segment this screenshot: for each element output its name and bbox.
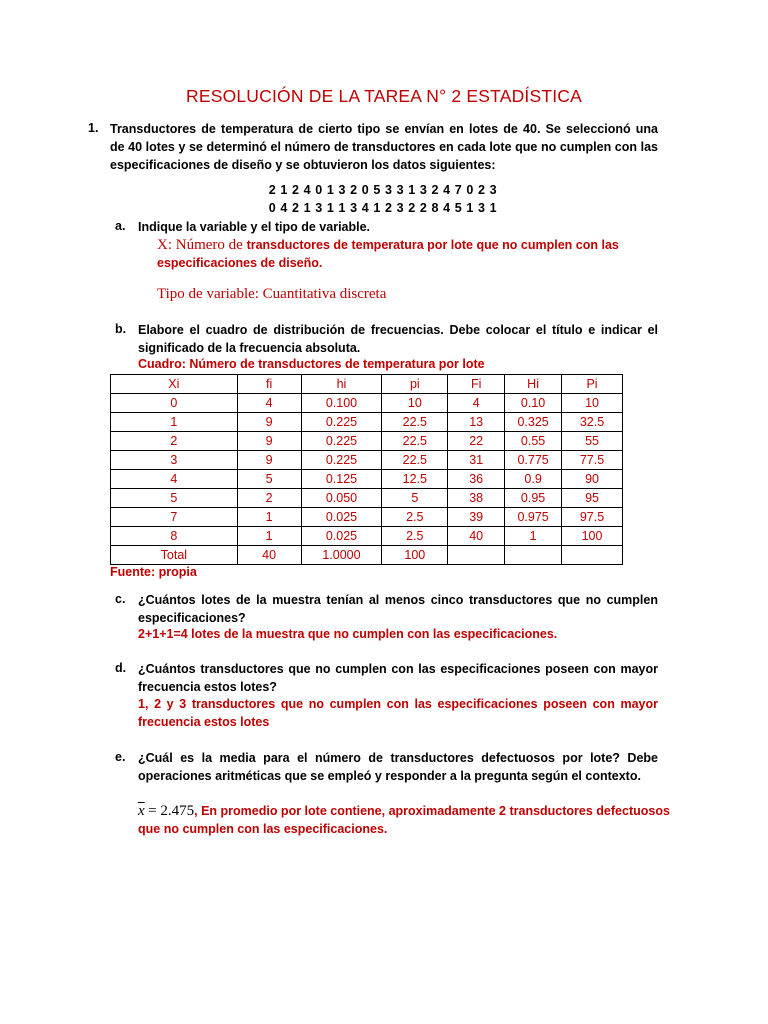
table-cell: 40: [448, 527, 505, 546]
answer-line: frecuencia estos lotes: [138, 715, 270, 729]
part-e-question: [138, 749, 658, 785]
question-line: significado de la frecuencia absoluta.: [138, 341, 361, 355]
header-hi: hi: [301, 375, 382, 394]
part-b-question: [138, 321, 658, 357]
table-cell: 1: [111, 413, 238, 432]
table-cell: 9: [237, 432, 301, 451]
header-pi: pi: [382, 375, 448, 394]
table-cell: 77.5: [562, 451, 623, 470]
table-cell: 0.100: [301, 394, 382, 413]
table-cell: 2.5: [382, 527, 448, 546]
table-total-row: [111, 546, 623, 565]
table-cell: 1: [237, 508, 301, 527]
table-cell: 0.10: [505, 394, 562, 413]
question-1-statement: [110, 120, 658, 174]
table-cell: 0: [111, 394, 238, 413]
answer-text: , En promedio por lote contiene, aproximadamente 2 transductores defectuosos: [194, 804, 670, 818]
table-cell: 8: [111, 527, 238, 546]
part-d-letter: d.: [115, 661, 127, 675]
table-cell: 4: [448, 394, 505, 413]
page-title: RESOLUCIÓN DE LA TAREA N° 2 ESTADÍSTICA: [185, 86, 582, 106]
table-cell: 0.125: [301, 470, 382, 489]
table-cell: 97.5: [562, 508, 623, 527]
table-cell: 3: [111, 451, 238, 470]
table-cell: 0.55: [505, 432, 562, 451]
table-cell: 55: [562, 432, 623, 451]
table-cell: 1: [505, 527, 562, 546]
part-c-question: [138, 591, 658, 627]
part-b-letter: b.: [115, 322, 127, 336]
table-cell: 10: [382, 394, 448, 413]
table-cell: 10: [562, 394, 623, 413]
answer-text: transductores de temperatura por lote que no cumplen con las: [246, 238, 619, 252]
table-header-row: [111, 375, 623, 394]
table-cell: 2.5: [382, 508, 448, 527]
question-line: frecuencia estos lotes?: [138, 680, 277, 694]
table-row: [111, 432, 623, 451]
table-cell: 5: [111, 489, 238, 508]
part-a-question: Indique la variable y el tipo de variable.: [138, 220, 371, 234]
table-cell: 38: [448, 489, 505, 508]
question-number: 1.: [88, 121, 99, 135]
header-Pi: Pi: [562, 375, 623, 394]
question-line: especificaciones?: [138, 611, 246, 625]
mean-symbol: $\overline{x}$: [138, 803, 145, 819]
table-cell: 22: [448, 432, 505, 451]
table-cell: 90: [562, 470, 623, 489]
table-cell: 22.5: [382, 451, 448, 470]
table-cell: 22.5: [382, 432, 448, 451]
table-cell: 22.5: [382, 413, 448, 432]
table-cell: 100: [562, 527, 623, 546]
table-cell: 4: [237, 394, 301, 413]
table-cell: 0.225: [301, 413, 382, 432]
table-cell: 0.050: [301, 489, 382, 508]
table-cell: 0.975: [505, 508, 562, 527]
variable-type-answer: Tipo de variable: Cuantitativa discreta: [157, 286, 387, 302]
mean-value: = 2.475: [148, 803, 195, 819]
table-cell: 0.325: [505, 413, 562, 432]
part-c-answer: 2+1+1=4 lotes de la muestra que no cumplen con las especificaciones.: [138, 627, 558, 641]
table-cell: 100: [382, 546, 448, 565]
part-e-answer-line2: que no cumplen con las especificaciones.: [138, 822, 388, 836]
header-fi: fi: [237, 375, 301, 394]
table-cell: [562, 546, 623, 565]
header-Fi: Fi: [448, 375, 505, 394]
part-a-answer-line2: especificaciones de diseño.: [157, 256, 323, 270]
table-cell: 0.025: [301, 508, 382, 527]
table-cell: 1.0000: [301, 546, 382, 565]
table-cell: 5: [382, 489, 448, 508]
part-a-answer: [157, 236, 657, 254]
table-cell: 0.95: [505, 489, 562, 508]
table-row: [111, 470, 623, 489]
table-cell: 0.775: [505, 451, 562, 470]
table-cell: 5: [237, 470, 301, 489]
table-cell: [505, 546, 562, 565]
table-row: [111, 508, 623, 527]
statement-line: especificaciones de diseño y se obtuvieron los datos siguientes:: [110, 158, 496, 172]
table-row: [111, 489, 623, 508]
data-line: 2 1 2 4 0 1 3 2 0 5 3 3 1 3 2 4 7 0 2 3: [268, 183, 498, 197]
table-cell: 2: [237, 489, 301, 508]
table-cell: 2: [111, 432, 238, 451]
table-row: [111, 413, 623, 432]
header-xi: Xi: [111, 375, 238, 394]
part-e-letter: e.: [115, 750, 126, 764]
table-cell: 0.225: [301, 451, 382, 470]
table-cell: 31: [448, 451, 505, 470]
part-e-answer: [138, 802, 670, 820]
part-a-letter: a.: [115, 219, 126, 233]
table-cell: 13: [448, 413, 505, 432]
table-row: [111, 527, 623, 546]
table-source: Fuente: propia: [110, 565, 197, 579]
table-cell: 32.5: [562, 413, 623, 432]
table-caption: Cuadro: Número de transductores de temperatura por lote: [138, 357, 485, 371]
data-line: 0 4 2 1 3 1 1 3 4 1 2 3 2 2 8 4 5 1 3 1: [268, 201, 498, 215]
table-cell: 0.9: [505, 470, 562, 489]
question-line: operaciones aritméticas que se empleó y responder a la pregunta según el contexto.: [138, 769, 641, 783]
table-row: [111, 451, 623, 470]
question-line: ¿Cuál es la media para el número de transductores defectuosos por lote? Debe: [138, 751, 658, 765]
question-line: Elabore el cuadro de distribución de frecuencias. Debe colocar el título e indicar el: [138, 323, 658, 337]
header-Hi: Hi: [505, 375, 562, 394]
table-row: [111, 394, 623, 413]
table-cell: 36: [448, 470, 505, 489]
table-cell: Total: [111, 546, 238, 565]
question-line: ¿Cuántos lotes de la muestra tenían al menos cinco transductores que no cumplen: [138, 593, 658, 607]
part-d-answer: [138, 695, 658, 731]
part-d-question: [138, 660, 658, 696]
table-cell: 1: [237, 527, 301, 546]
frequency-table: [110, 374, 623, 565]
table-cell: 0.225: [301, 432, 382, 451]
table-cell: 12.5: [382, 470, 448, 489]
table-cell: 0.025: [301, 527, 382, 546]
table-cell: 9: [237, 451, 301, 470]
question-line: ¿Cuántos transductores que no cumplen con las especificaciones poseen con mayor: [138, 662, 658, 676]
table-cell: 9: [237, 413, 301, 432]
table-cell: 7: [111, 508, 238, 527]
table-cell: 39: [448, 508, 505, 527]
answer-line: 1, 2 y 3 transductores que no cumplen con las especificaciones poseen con mayor: [138, 697, 658, 711]
statement-line: Transductores de temperatura de cierto tipo se envían en lotes de 40. Se seleccionó una: [110, 122, 658, 136]
table-cell: 40: [237, 546, 301, 565]
part-c-letter: c.: [115, 592, 126, 606]
table-cell: 4: [111, 470, 238, 489]
statement-line: de 40 lotes y se determinó el número de transductores en cada lote que no cumplen con las: [110, 140, 658, 154]
table-cell: 95: [562, 489, 623, 508]
answer-prefix: X: Número de: [157, 237, 247, 253]
table-cell: [448, 546, 505, 565]
